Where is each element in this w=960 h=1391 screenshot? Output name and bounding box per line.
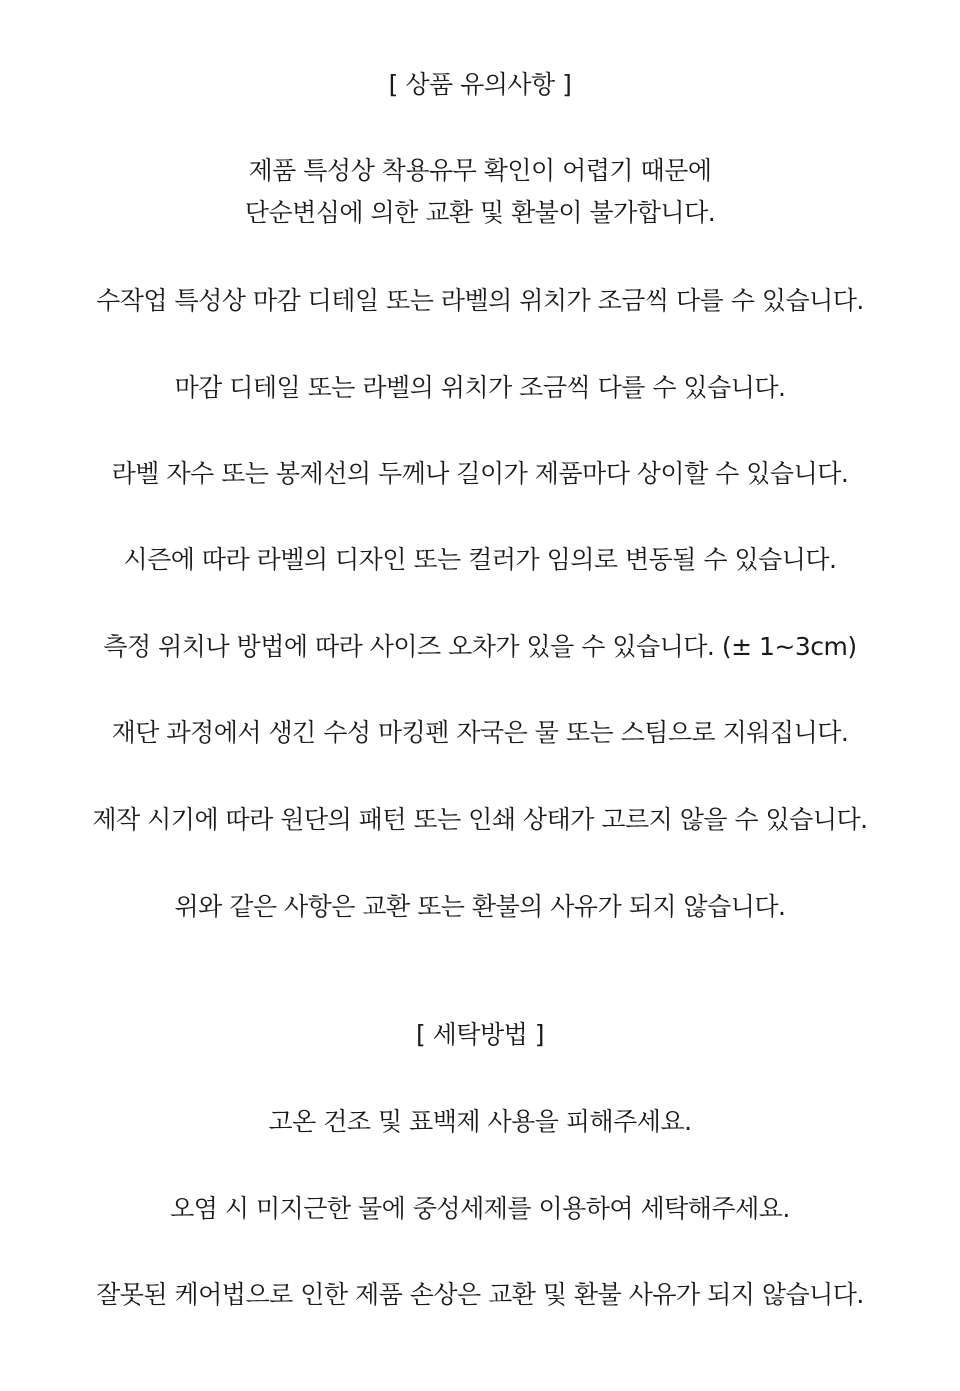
notice-item: 마감 디테일 또는 라벨의 위치가 조금씩 다를 수 있습니다. [174, 373, 786, 402]
notice-item: 위와 같은 사항은 교환 또는 환불의 사유가 되지 않습니다. [174, 892, 786, 921]
washing-item: 고온 건조 및 표백제 사용을 피해주세요. [268, 1107, 692, 1136]
washing-item: 오염 시 미지근한 물에 중성세제를 이용하여 세탁해주세요. [170, 1194, 790, 1223]
notice-item: 시즌에 따라 라벨의 디자인 또는 컬러가 임의로 변동될 수 있습니다. [123, 545, 837, 574]
washing-item: 잘못된 케어법으로 인한 제품 손상은 교환 및 환불 사유가 되지 않습니다. [96, 1280, 864, 1309]
notice-item: 측정 위치나 방법에 따라 사이즈 오차가 있을 수 있습니다. (± 1~3cm) [103, 632, 857, 661]
washing-heading: [ 세탁방법 ] [415, 1020, 544, 1049]
notice-intro-line-1: 제품 특성상 착용유무 확인이 어렵기 때문에 [248, 156, 712, 185]
notice-item: 라벨 자수 또는 봉제선의 두께나 길이가 제품마다 상이할 수 있습니다. [111, 459, 849, 488]
notice-intro-line-2: 단순변심에 의한 교환 및 환불이 불가합니다. [244, 198, 716, 227]
notice-item: 제작 시기에 따라 원단의 패턴 또는 인쇄 상태가 고르지 않을 수 있습니다. [92, 805, 868, 834]
notice-item: 수작업 특성상 마감 디테일 또는 라벨의 위치가 조금씩 다를 수 있습니다. [96, 286, 864, 315]
notice-heading: [ 상품 유의사항 ] [388, 70, 572, 99]
notice-item: 재단 과정에서 생긴 수성 마킹펜 자국은 물 또는 스팀으로 지워집니다. [111, 718, 849, 747]
